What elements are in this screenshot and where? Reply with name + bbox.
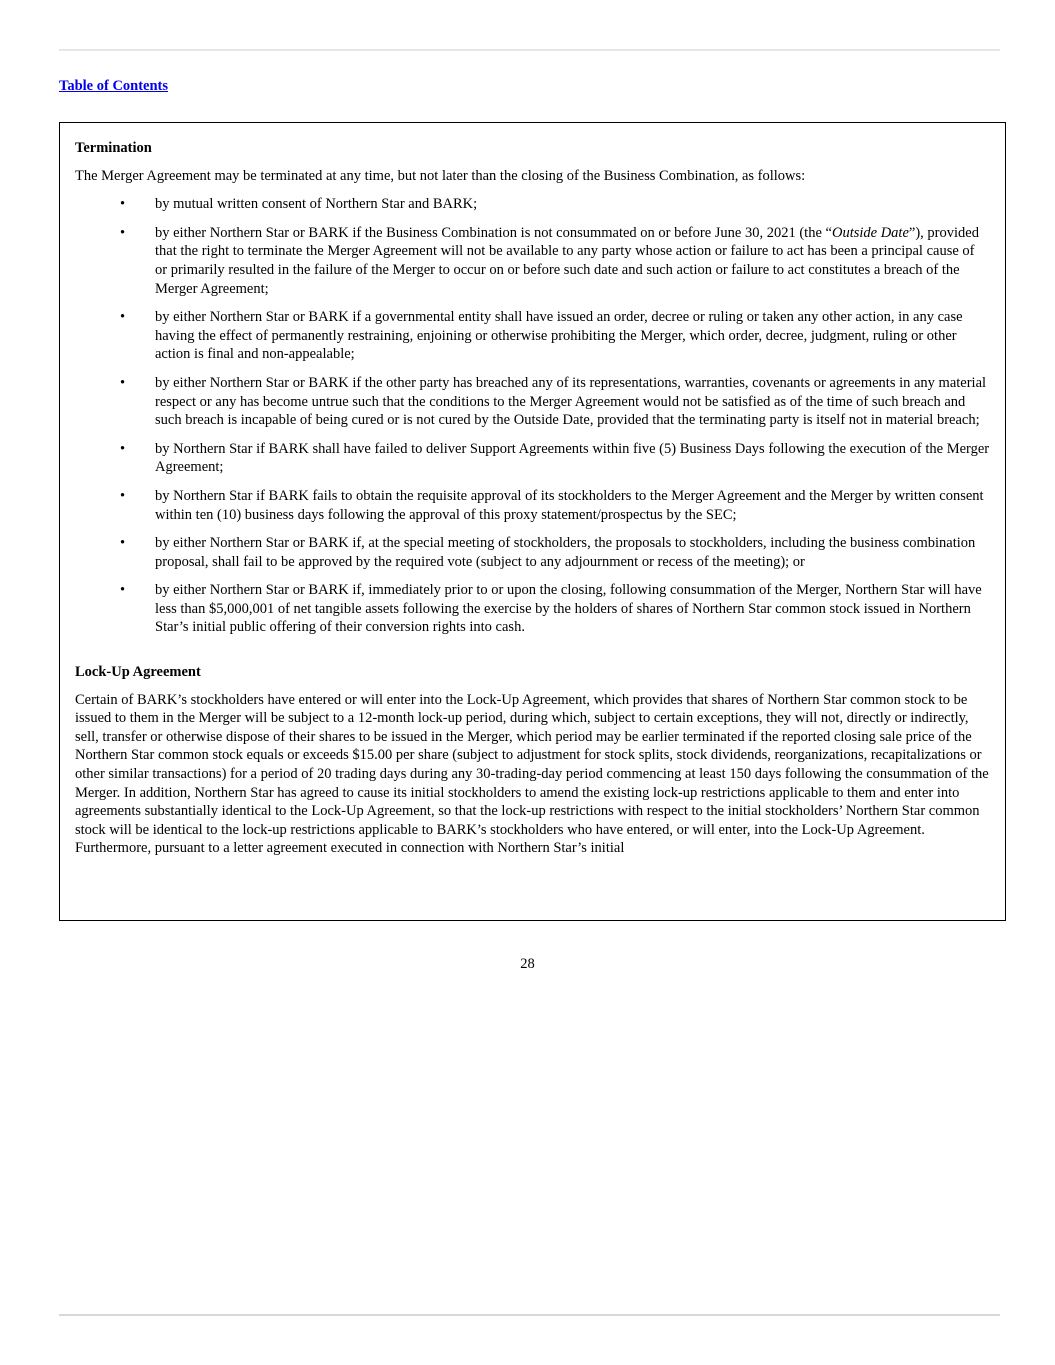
list-item-text: by either Northern Star or BARK if, immediately prior to or upon the closing, following consummation of the Merger, Northern Star will have less than $5,000,001 of net tangible assets following the exercise by the holders of shares of Northern Star common stock issued in Northern Star’s initial public offering of their conversion rights into cash. xyxy=(155,582,982,636)
table-of-contents-link[interactable]: Table of Contents xyxy=(59,78,169,94)
page-number: 28 xyxy=(520,956,535,972)
list-item xyxy=(75,534,990,571)
list-item-text: by mutual written consent of Northern Star and BARK; xyxy=(155,196,478,213)
bullet-icon: • xyxy=(120,535,126,552)
list-item-text: by either Northern Star or BARK if the other party has breached any of its representations, warranties, covenants or agreements in any material respect or any has become untrue such that the conditions to the Merger Agreement would not be satisfied as of the time of such breach and such breach is incapable of being cured or is not cured by the Outside Date, provided that the terminating party is itself not in material breach; xyxy=(155,374,987,429)
lockup-paragraph: Certain of BARK’s stockholders have entered or will enter into the Lock-Up Agreement, which provides that shares of Northern Star common stock to be issued to them in the Merger will be subject to a 12-month lock-up period, during which, subject to certain exceptions, they will not, directly or indirectly, sell, transfer or otherwise dispose of their shares to be issued in the Merger, which period may be earlier terminated if the reported closing sale price of the Northern Star common stock equals or exceeds $15.00 per share (subject to adjustment for stock splits, stock dividends, reorganizations, recapitalizations or other similar transactions) for a period of 20 trading days during any 30-trading-day period commencing at least 150 days following the consummation of the Merger. In addition, Northern Star has agreed to cause its initial stockholders to amend the existing lock-up restrictions applicable to them and enter into agreements substantially identical to the Lock-Up Agreement, so that the lock-up restrictions with respect to the initial stockholders’ Northern Star common stock will be identical to the lock-up restrictions applicable to BARK’s stockholders who have entered, or will enter, into the Lock-Up Agreement. Furthermore, pursuant to a letter agreement executed in connection with Northern Star’s initial xyxy=(75,691,989,857)
outside-date-term: Outside Date xyxy=(831,224,909,241)
list-item-text: by Northern Star if BARK shall have failed to deliver Support Agreements within five (5) Business Days following the execution of the Merger Agreement; xyxy=(155,440,990,476)
list-item xyxy=(75,374,990,430)
termination-heading: Termination xyxy=(75,140,152,156)
list-item xyxy=(75,440,990,477)
list-item-text-before: by either Northern Star or BARK if the Business Combination is not consummated on or before June 30, 2021 (the “ xyxy=(155,224,832,241)
bottom-divider xyxy=(59,1314,1000,1316)
bullet-icon: • xyxy=(120,487,126,504)
list-item xyxy=(75,487,990,524)
list-item-text-after: ”), provided that the right to terminate the Merger Agreement will not be available to any party whose action or failure to act has been a principal cause of or primarily resulted in the failure of the Merger to occur on or before such date and such action or failure to act constitutes a breach of the Merger Agreement; xyxy=(155,224,979,297)
bullet-icon: • xyxy=(120,224,126,241)
termination-list xyxy=(75,195,990,637)
bullet-icon: • xyxy=(120,309,126,326)
termination-intro: The Merger Agreement may be terminated at any time, but not later than the closing of the Business Combination, as follows: xyxy=(75,167,806,184)
list-item-text: by Northern Star if BARK fails to obtain the requisite approval of its stockholders to the Merger Agreement and the Merger by written consent within ten (10) business days following the approval of this proxy statement/prospectus by the SEC; xyxy=(155,487,984,523)
bullet-icon: • xyxy=(120,440,126,457)
bullet-icon: • xyxy=(120,196,126,213)
list-item-text: by either Northern Star or BARK if a governmental entity shall have issued an order, decree or ruling or taken any other action, in any case having the effect of permanently restraining, enjoining or otherwise prohibiting the Merger, which order, decree, judgment, ruling or other action is final and non-appealable; xyxy=(155,309,963,363)
list-item xyxy=(75,195,990,214)
summary-box xyxy=(59,122,1006,921)
bullet-icon: • xyxy=(120,374,126,391)
lockup-heading: Lock-Up Agreement xyxy=(75,664,201,681)
list-item xyxy=(75,308,990,364)
list-item-text: by either Northern Star or BARK if, at the special meeting of stockholders, the proposals to stockholders, including the business combination proposal, shall fail to be approved by the required vote (subject to any adjournment or recess of the meeting); or xyxy=(155,535,976,570)
list-item xyxy=(75,224,990,298)
list-item xyxy=(75,581,990,637)
top-divider xyxy=(59,49,1000,51)
bullet-icon: • xyxy=(120,582,126,599)
